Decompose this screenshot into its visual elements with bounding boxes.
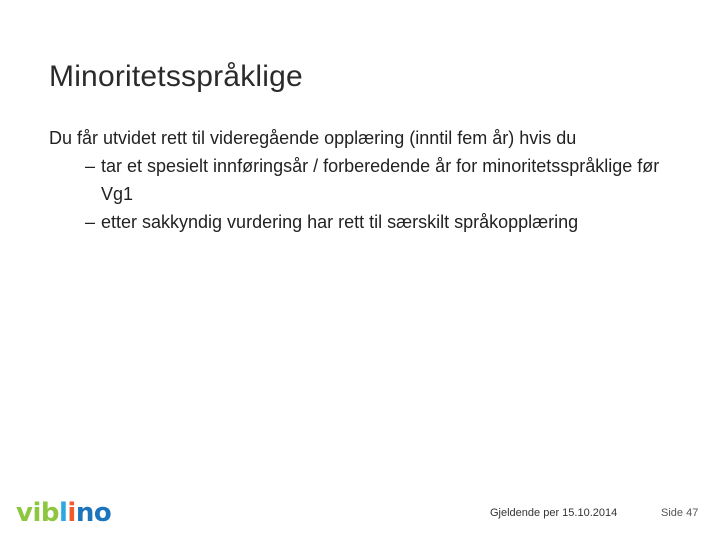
footer-valid-date: Gjeldende per 15.10.2014 <box>490 507 618 519</box>
bullet-text: etter sakkyndig vurdering har rett til særskilt språkopplæring <box>101 212 579 232</box>
bullet-item <box>49 208 689 236</box>
intro-text: Du får utvidet rett til videregående opplæring (inntil fem år) hvis du <box>49 128 577 148</box>
logo-part: vib <box>16 498 59 528</box>
slide-body <box>49 124 689 236</box>
bullet-text: tar et spesielt innføringsår / forberedende år for minoritetsspråklige før Vg1 <box>101 156 660 204</box>
logo-part: no <box>75 498 112 528</box>
page-number: Side 47 <box>661 507 699 519</box>
bullet-item <box>49 152 689 208</box>
vilbl-logo <box>16 498 111 528</box>
dash-marker: – <box>85 156 96 176</box>
bullet-list <box>49 152 689 236</box>
slide-title: Minoritetsspråklige <box>49 60 303 94</box>
dash-marker: – <box>85 212 96 232</box>
logo-part: i <box>67 498 76 528</box>
logo-part: l <box>58 498 68 528</box>
